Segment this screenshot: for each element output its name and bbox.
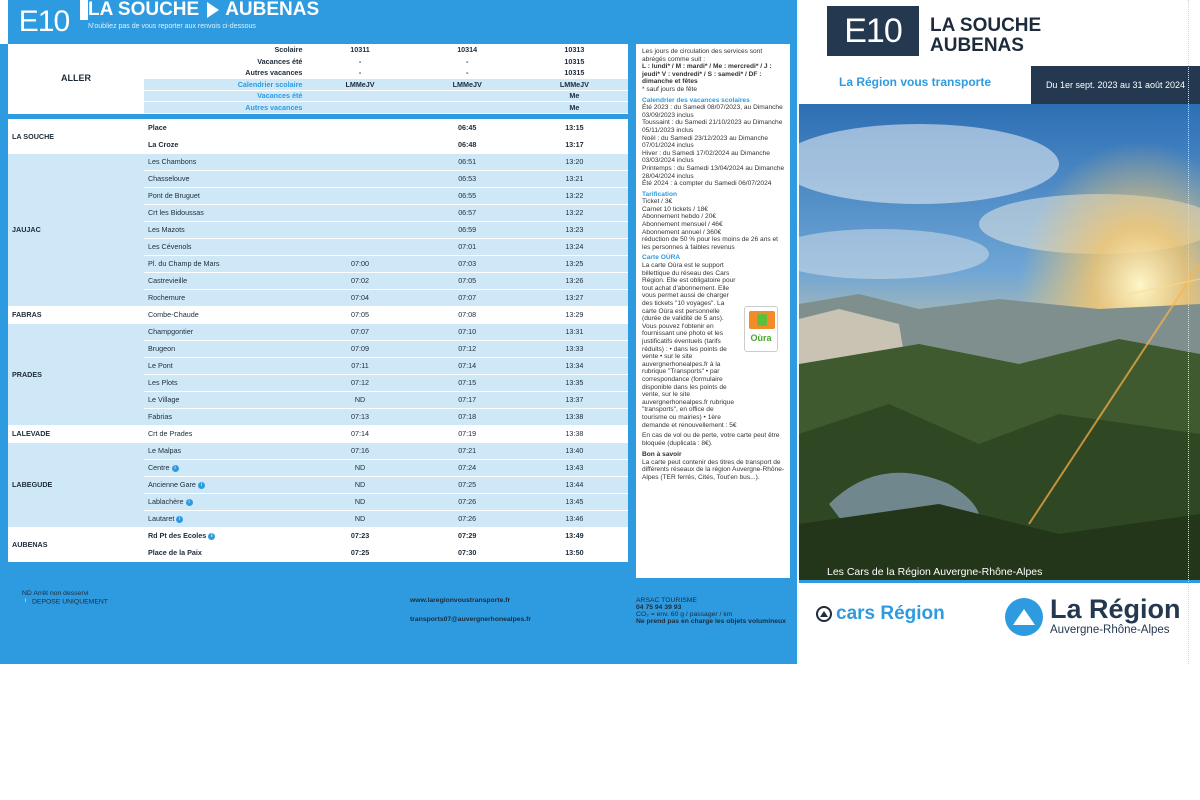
time-cell: ND <box>306 459 413 476</box>
stop-name <box>144 459 306 476</box>
oura-text: La carte Oùra est le support billettique du réseau des Cars Région. Elle est obligatoire pour tout achat d'abonnement. Elle vous permet aussi de charger des tickets "10 voyages". La carte Oùra est personnelle (durée de validité de 5 ans). Vous pouvez l'obtenir en fournissant une photo et les justificatifs éventuels (tarifs réduits) : • dans les points de vente • sur le site auvergnerhonealpes.fr à la rubrique "Transports" • par correspondance (formulaire disponible dans les points de vente, sur le site auvergnerhonealpes.fr rubrique "transports", en office de tourisme ou mairies) • 1ère demande et renouvellement : 5€ <box>642 262 737 429</box>
tarif-item: Ticket / 3€ <box>642 198 673 206</box>
cars-region-text: cars Région <box>836 603 945 624</box>
cars-region-logo <box>816 603 945 625</box>
stop-name-text: Crt les Bidoussas <box>147 208 204 217</box>
time-cell: 07:21 <box>414 442 521 459</box>
transp-name: ARSAC TOURISME <box>636 597 697 604</box>
stop-name <box>144 544 306 561</box>
stop-name <box>144 119 306 136</box>
good-title: Bon à savoir <box>642 451 682 459</box>
time-cell: 07:16 <box>306 442 413 459</box>
stop-name-text: Le Village <box>147 395 180 404</box>
stop-name-text: Rochemure <box>147 293 186 302</box>
stop-name <box>144 425 306 442</box>
time-cell: 07:05 <box>306 306 413 323</box>
time-cell: 13:44 <box>521 476 628 493</box>
stop-name <box>144 204 306 221</box>
footer <box>0 578 797 664</box>
time-cell: ND <box>306 476 413 493</box>
holiday-item: Noël : du Samedi 23/12/2023 au Dimanche 07/01/2024 inclus <box>642 134 769 150</box>
table-row <box>8 527 628 544</box>
time-cell: 07:09 <box>306 340 413 357</box>
tarif-title: Tarification <box>642 190 678 198</box>
cover-caption: Les Cars de la Région Auvergne-Rhône-Alpes <box>827 566 1043 578</box>
time-cell: 07:00 <box>306 255 413 272</box>
route-to: AUBENAS <box>225 0 320 20</box>
stop-name-text: Le Pont <box>147 361 173 370</box>
holiday-item: Été 2024 : à compter du Samedi 06/07/2024 <box>642 180 772 188</box>
time-cell: 07:15 <box>414 374 521 391</box>
timetable <box>8 44 628 562</box>
region-name: La Région <box>1050 594 1181 624</box>
stop-name <box>144 357 306 374</box>
head-row-label: Calendrier scolaire <box>144 79 306 91</box>
info-dot-icon: i <box>208 533 215 540</box>
table-row <box>8 153 628 170</box>
time-cell: 06:51 <box>414 153 521 170</box>
time-cell: 13:37 <box>521 391 628 408</box>
cover-title <box>930 16 1041 56</box>
time-cell: 07:25 <box>414 476 521 493</box>
info-dot-icon: i <box>198 482 205 489</box>
legend-nd-text: ND Arrêt non desservi <box>22 590 89 597</box>
oura-card-icon <box>744 306 778 352</box>
time-cell <box>306 170 413 187</box>
stop-name-text: Castrevieille <box>147 276 188 285</box>
head-row-value: LMMeJV <box>306 79 413 91</box>
time-cell: 13:31 <box>521 323 628 340</box>
time-cell: 07:11 <box>306 357 413 374</box>
time-cell: 13:21 <box>521 170 628 187</box>
head-row-value <box>306 102 413 114</box>
time-cell: 07:12 <box>306 374 413 391</box>
tech-title: Renseignements techniques <box>410 609 503 616</box>
time-cell: 13:17 <box>521 136 628 153</box>
stop-name-text: Le Malpas <box>147 446 182 455</box>
stop-name-text: La Croze <box>147 140 179 149</box>
stop-name-text: Pl. du Champ de Mars <box>147 259 220 268</box>
time-cell: 07:13 <box>306 408 413 425</box>
time-cell <box>306 153 413 170</box>
time-cell: 06:45 <box>414 119 521 136</box>
time-cell: 07:03 <box>414 255 521 272</box>
head-row-value: - <box>306 67 413 79</box>
time-cell: 07:19 <box>414 425 521 442</box>
time-cell: 07:24 <box>414 459 521 476</box>
cover-validity: Du 1er sept. 2023 au 31 août 2024 <box>1031 66 1200 104</box>
region-sub: Auvergne-Rhône-Alpes <box>1050 624 1170 636</box>
time-cell: 07:14 <box>414 357 521 374</box>
time-cell: 07:26 <box>414 493 521 510</box>
time-cell: 07:04 <box>306 289 413 306</box>
time-cell: 13:35 <box>521 374 628 391</box>
info-dot-icon: i <box>186 499 193 506</box>
route-title <box>88 0 797 20</box>
horaires-title: Renseignements horaires <box>410 590 494 597</box>
time-cell: ND <box>306 391 413 408</box>
stop-name-text: Les Plots <box>147 378 178 387</box>
oura-lost: En cas de vol ou de perte, votre carte peut être bloquée (duplicata : 8€). <box>642 432 780 447</box>
arrow-right-icon <box>207 2 219 18</box>
direction-label: ALLER <box>8 44 144 113</box>
head-row-value: Me <box>521 102 628 114</box>
time-cell: 13:49 <box>521 527 628 544</box>
time-cell: 13:23 <box>521 221 628 238</box>
time-cell <box>306 204 413 221</box>
time-cell: 13:45 <box>521 493 628 510</box>
stop-name-text: Ancienne Gare <box>147 480 196 489</box>
stop-name <box>144 374 306 391</box>
stop-name-text: Rd Pt des Ecoles <box>147 531 207 540</box>
time-cell: 07:23 <box>306 527 413 544</box>
stop-name-text: Centre <box>147 463 170 472</box>
cover-route-badge: E10 <box>827 6 919 56</box>
time-cell: 07:05 <box>414 272 521 289</box>
stop-name-text: Crt de Prades <box>147 429 193 438</box>
time-cell: 13:22 <box>521 204 628 221</box>
head-row-value: 10315 <box>521 67 628 79</box>
time-cell <box>306 136 413 153</box>
cover-title-line1: LA SOUCHE <box>930 15 1042 36</box>
cover-bar <box>799 60 1200 104</box>
stop-name <box>144 340 306 357</box>
oura-title: Carte OÙRA <box>642 254 681 262</box>
time-cell: 13:20 <box>521 153 628 170</box>
time-cell <box>306 221 413 238</box>
time-cell: 07:10 <box>414 323 521 340</box>
stop-name-text: Champgontier <box>147 327 194 336</box>
time-cell: 13:29 <box>521 306 628 323</box>
time-cell: 07:29 <box>414 527 521 544</box>
stop-name <box>144 221 306 238</box>
horaires-block <box>410 590 531 623</box>
route-code-badge: E10 <box>8 0 80 44</box>
stop-name <box>144 238 306 255</box>
stop-name <box>144 136 306 153</box>
time-cell: 13:26 <box>521 272 628 289</box>
holiday-item: Toussaint : du Samedi 21/10/2023 au Dimanche 05/11/2023 inclus <box>642 119 783 134</box>
holiday-item: Hiver : du Samedi 17/02/2024 au Dimanche 03/03/2024 inclus <box>642 149 770 165</box>
table-row <box>8 425 628 442</box>
town-label: LA SOUCHE <box>8 119 144 153</box>
stop-name-text: Place <box>147 123 167 132</box>
time-cell: 06:55 <box>414 187 521 204</box>
time-cell: 13:38 <box>521 408 628 425</box>
transporteur-block <box>636 590 786 625</box>
town-label: AUBENAS <box>8 527 144 561</box>
time-cell <box>306 187 413 204</box>
head-row-value: 10313 <box>521 44 628 56</box>
town-label: JAUJAC <box>8 153 144 306</box>
time-cell: 07:07 <box>414 289 521 306</box>
head-row-label: Vacances été <box>144 90 306 102</box>
time-cell <box>306 119 413 136</box>
stop-name <box>144 476 306 493</box>
good-text: La carte peut contenir des titres de transport de différents réseaux de la région Auvergne-Rhône-Alpes (TER ferrés, Cités, Tout'en bus...). <box>642 458 785 482</box>
holiday-item: Printemps : du Samedi 13/04/2024 au Dimanche 28/04/2024 inclus <box>642 164 785 180</box>
head-row-value: Me <box>521 90 628 102</box>
table-row <box>8 119 628 136</box>
stop-name-text: Fabrias <box>147 412 172 421</box>
info-days-note: * sauf jours de fête <box>642 85 697 93</box>
holidays-title: Calendrier des vacances scolaires <box>642 96 750 104</box>
head-row-value: - <box>306 56 413 68</box>
time-cell: 06:57 <box>414 204 521 221</box>
legend-nd <box>22 590 89 597</box>
time-cell: 07:02 <box>306 272 413 289</box>
cover-title-line2: AUBENAS <box>930 35 1024 56</box>
stop-name-text: Les Mazots <box>147 225 185 234</box>
stop-name <box>144 306 306 323</box>
table-row <box>8 323 628 340</box>
info-days: L : lundi* / M : mardi* / Me : mercredi* / J : jeudi* V : vendredi* / S : samedi* / DF : dimanche et fêtes <box>642 63 772 86</box>
timetable-head-row <box>8 44 628 56</box>
tarif-item: Carnet 10 tickets / 18€ <box>642 205 708 213</box>
stop-name <box>144 323 306 340</box>
info-intro: Les jours de circulation des services sont abrégés comme suit : <box>642 48 763 63</box>
time-cell: 06:59 <box>414 221 521 238</box>
stop-name-text: Combe-Chaude <box>147 310 199 319</box>
stop-name <box>144 391 306 408</box>
bus-logo-icon <box>816 606 832 622</box>
holidays-list <box>642 104 786 188</box>
info-dot-icon: i <box>172 465 179 472</box>
transp-note: Ne prend pas en charge les objets volumineux <box>636 618 786 625</box>
time-cell: 13:15 <box>521 119 628 136</box>
time-cell: 13:40 <box>521 442 628 459</box>
time-cell: 07:30 <box>414 544 521 561</box>
head-row-value: - <box>414 67 521 79</box>
transp-co2: CO₂ = env. 60 g / passager / km <box>636 611 733 618</box>
head-row-value <box>414 90 521 102</box>
time-cell: ND <box>306 510 413 527</box>
town-label: PRADES <box>8 323 144 425</box>
head-row-label: Autres vacances <box>144 102 306 114</box>
stop-name <box>144 289 306 306</box>
head-row-label: Scolaire <box>144 44 306 56</box>
stop-name <box>144 408 306 425</box>
time-cell: 07:01 <box>414 238 521 255</box>
stop-name <box>144 442 306 459</box>
head-row-value: 10311 <box>306 44 413 56</box>
stop-name-text: Chasselouve <box>147 174 190 183</box>
stop-name <box>144 187 306 204</box>
time-cell: 13:25 <box>521 255 628 272</box>
stop-name <box>144 170 306 187</box>
transp-title: Transporteur <box>636 590 678 597</box>
time-cell: 13:43 <box>521 459 628 476</box>
head-row-value: - <box>414 56 521 68</box>
route-from: LA SOUCHE <box>88 0 200 20</box>
time-cell: 07:12 <box>414 340 521 357</box>
town-label: LALEVADE <box>8 425 144 442</box>
perforation-line <box>1188 0 1200 664</box>
time-cell: 06:53 <box>414 170 521 187</box>
table-row <box>8 442 628 459</box>
tarif-item: Abonnement annuel / 360€ <box>642 228 722 236</box>
horaires-link[interactable]: www.laregionvoustransporte.fr <box>410 597 511 604</box>
stop-name <box>144 153 306 170</box>
cover-tagline: La Région vous transporte <box>838 75 992 89</box>
stop-name <box>144 527 306 544</box>
time-cell: 07:17 <box>414 391 521 408</box>
stop-name-text: Pont de Bruguet <box>147 191 200 200</box>
table-row <box>8 306 628 323</box>
head-row-value: LMMeJV <box>521 79 628 91</box>
head-row-value: 10315 <box>521 56 628 68</box>
stop-name <box>144 493 306 510</box>
time-cell: 07:18 <box>414 408 521 425</box>
stop-name <box>144 255 306 272</box>
head-row-value: LMMeJV <box>414 79 521 91</box>
transp-phone[interactable]: 04 75 94 39 93 <box>636 604 682 611</box>
stop-name-text: Lautaret <box>147 514 175 523</box>
time-cell <box>306 238 413 255</box>
tarif-list <box>642 198 786 251</box>
oura-logo-text: Oùra <box>750 333 772 343</box>
head-row-value: 10314 <box>414 44 521 56</box>
stop-name-text: Place de la Paix <box>147 548 202 557</box>
time-cell: 07:26 <box>414 510 521 527</box>
time-cell: 07:25 <box>306 544 413 561</box>
head-row-label: Vacances été <box>144 56 306 68</box>
time-cell: 06:48 <box>414 136 521 153</box>
stop-name-text: Les Chambons <box>147 157 197 166</box>
time-cell: 13:38 <box>521 425 628 442</box>
tarif-item: réduction de 50 % pour les moins de 26 ans et les personnes à faibles revenus <box>642 236 778 251</box>
cover-strip <box>799 580 1200 583</box>
stop-name-text: Brugeon <box>147 344 176 353</box>
time-cell: 07:07 <box>306 323 413 340</box>
time-cell: 13:33 <box>521 340 628 357</box>
holiday-item: Été 2023 : du Samedi 08/07/2023, au Dimanche 03/09/2023 inclus <box>642 104 783 119</box>
time-cell: 07:08 <box>414 306 521 323</box>
head-row-value <box>306 90 413 102</box>
info-dot-icon: i <box>22 598 29 605</box>
stop-name <box>144 272 306 289</box>
time-cell: 13:27 <box>521 289 628 306</box>
time-cell: 13:34 <box>521 357 628 374</box>
region-logo-text <box>1050 594 1181 636</box>
town-label: FABRAS <box>8 306 144 323</box>
info-column <box>636 44 790 578</box>
time-cell: 13:50 <box>521 544 628 561</box>
cover-photo-gorge <box>799 104 1200 580</box>
info-dot-icon: i <box>176 516 183 523</box>
head-row-label: Autres vacances <box>144 67 306 79</box>
route-subtitle: N'oubliez pas de vous reporter aux renvois ci-dessous <box>88 20 797 44</box>
time-cell: 13:46 <box>521 510 628 527</box>
tarif-item: Abonnement mensuel / 46€ <box>642 221 723 229</box>
stop-name <box>144 510 306 527</box>
stop-name-text: Lablachère <box>147 497 184 506</box>
time-cell: 13:24 <box>521 238 628 255</box>
tarif-item: Abonnement hebdo / 20€ <box>642 213 717 221</box>
town-label: LABEGUDE <box>8 442 144 527</box>
time-cell: 07:14 <box>306 425 413 442</box>
tech-link[interactable]: transports07@auvergnerhonealpes.fr <box>410 616 532 623</box>
head-row-value <box>414 102 521 114</box>
legend-depose-text: DEPOSE UNIQUEMENT <box>32 598 108 606</box>
time-cell: ND <box>306 493 413 510</box>
time-cell: 13:22 <box>521 187 628 204</box>
region-logo-icon <box>1005 598 1043 636</box>
legend-depose <box>22 598 108 605</box>
stop-name-text: Les Cévenols <box>147 242 192 251</box>
